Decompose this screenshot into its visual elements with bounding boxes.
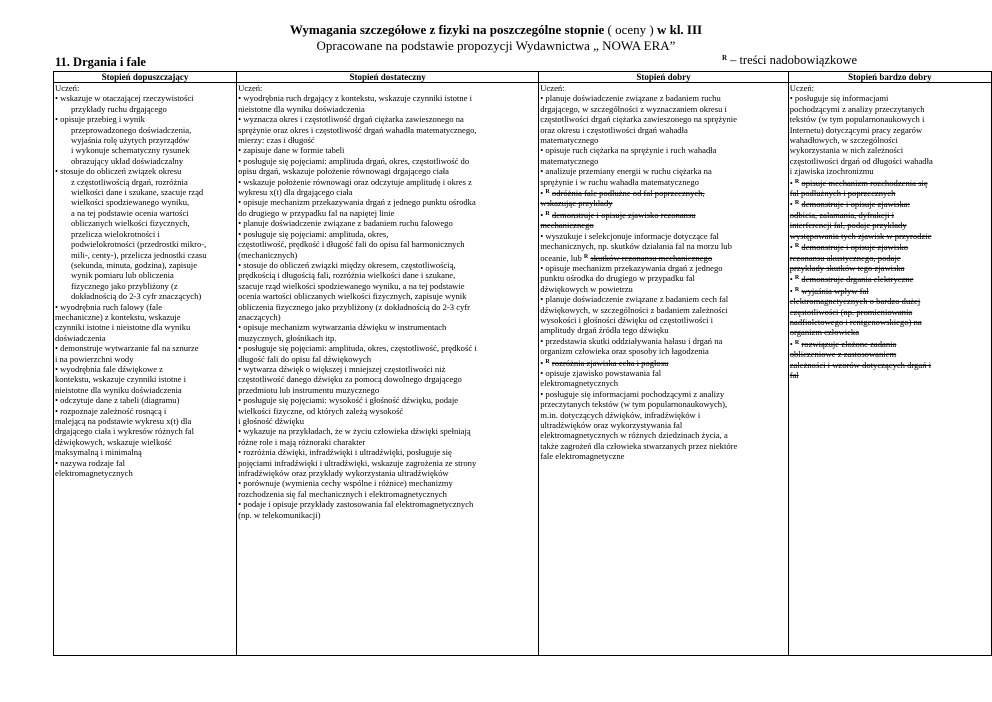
text-line: • posługuje się pojęciami: amplituda drgań, okres, częstotliwość do bbox=[238, 155, 470, 166]
text-line: • odczytuje dane z tabeli (diagramu) bbox=[55, 395, 180, 406]
text-line: częstotliwości (np. promieniowania bbox=[789, 306, 913, 317]
text-line: przykłady skutków tego zjawiska bbox=[789, 262, 905, 273]
text-line: • opisuje mechanizm wytwarzania dźwięku w instrumentach bbox=[238, 322, 447, 333]
text-line: • wykazuje na przykładach, że w życiu człowieka dźwięki spełniają bbox=[238, 426, 471, 437]
text-line: nadfioletowego i rentgenowskiego) na bbox=[789, 316, 922, 327]
text-line: • nazywa rodzaje fal bbox=[55, 457, 126, 468]
text-line: Uczeń: bbox=[789, 83, 815, 93]
text-line: rozchodzenia się fal mechanicznych i elektromagnetycznych bbox=[238, 488, 447, 499]
text-line: szacuje rząd wielkości spodziewanego wyniku, a na tej podstawie bbox=[238, 280, 465, 291]
text-line: i zjawiska izochronizmu bbox=[789, 166, 874, 177]
text-line: wskazując przykłady bbox=[540, 198, 613, 209]
text-line: • posługuje się pojęciami: amplituda, okres, bbox=[238, 228, 389, 239]
text-line: • opisuje zjawisko powstawania fal bbox=[540, 367, 662, 378]
text-line: interferencji fal, podaje przykłady bbox=[789, 220, 907, 231]
text-line: • porównuje (wymienia cechy wspólne i różnice) mechanizmy bbox=[238, 478, 453, 489]
text-line: • podaje i opisuje przykłady zastosowania fal elektromagnetycznych bbox=[238, 499, 474, 510]
text-line: dźwiękowych, wskazuje wielkość bbox=[55, 436, 172, 447]
text-line: czynniki istotne i nieistotne dla wyniku bbox=[55, 322, 191, 333]
text-line: • $^R$ wyjaśnia wpływ fal bbox=[789, 285, 869, 296]
text-line: dokładnością do 2-3 cyfr znaczących) bbox=[71, 291, 202, 302]
text-line: (mechanicznych) bbox=[238, 249, 298, 260]
text-line: • $^R$ rozróżnia zjawiska echa i pogłosu bbox=[540, 357, 669, 368]
column-cell bbox=[237, 83, 539, 656]
document-header bbox=[0, 22, 992, 53]
text-line: • posługuje się informacjami bbox=[789, 93, 889, 104]
text-line: infradźwięków oraz przykłady wykorzystania ultradźwięków bbox=[238, 468, 449, 479]
optional-mark: R bbox=[794, 178, 800, 185]
text-line: obliczanych wielkości fizycznych, bbox=[71, 218, 190, 229]
text-line: • opisuje ruch ciężarka na sprężynie i ruch wahadła bbox=[540, 145, 717, 156]
text-line: częstotliwość danego dźwięku za pomocą dowolnego drgającego bbox=[238, 374, 462, 385]
text-line: mechaniczne) z kontekstu, wskazuje bbox=[55, 311, 181, 322]
text-line: fal bbox=[789, 369, 799, 380]
text-line: także zagrożeń dla człowieka stwarzanych przez niektóre bbox=[540, 440, 738, 451]
column-cell bbox=[539, 83, 788, 656]
text-line: elektromagnetycznych w różnych dziedzinach życia, a bbox=[540, 430, 728, 441]
text-line: • zapisuje dane w formie tabeli bbox=[238, 145, 345, 156]
column-header: Stopień bardzo dobry bbox=[788, 72, 991, 83]
legend-note bbox=[722, 53, 857, 68]
text-line: podwielokrotności (przedrostki mikro-, bbox=[71, 239, 207, 250]
text-line: częstotliwości drgań od długości wahadła bbox=[789, 155, 933, 166]
text-line: wyjaśnia rolę użytych przyrządów bbox=[71, 135, 190, 146]
text-line: przeprowadzonego doświadczenia, bbox=[71, 124, 192, 135]
text-line: • $^R$ rozwiązuje złożone zadania bbox=[789, 338, 897, 349]
text-line: długość fali do opisu fal dźwiękowych bbox=[238, 353, 372, 364]
requirements-table bbox=[53, 71, 992, 656]
text-line: • planuje doświadczenie związane z badaniem ruchu bbox=[540, 93, 721, 104]
text-line: z częstotliwością drgań, rozróżnia bbox=[71, 176, 188, 187]
text-line: Uczeń: bbox=[238, 83, 263, 93]
document-subtitle: Opracowane na podstawie propozycji Wydawnictwa „ NOWA ERA” bbox=[316, 38, 676, 53]
optional-mark: R bbox=[794, 243, 800, 250]
optional-mark: R bbox=[794, 200, 800, 207]
text-line: zależności i wzorów dotyczących drgań i bbox=[789, 359, 932, 370]
text-line: • $^R$ opisuje mechanizm rozchodzenia się bbox=[789, 177, 928, 188]
text-line: przedmiotu lub instrumentu muzycznego bbox=[238, 384, 380, 395]
text-line: punktu ośrodka do drugiego w przypadku fal bbox=[540, 273, 695, 284]
text-line: matematycznego bbox=[540, 155, 599, 166]
text-line: matematycznego bbox=[540, 135, 599, 146]
text-line: • posługuje się pojęciami: wysokość i głośność dźwięku, podaje bbox=[238, 395, 459, 406]
column-header: Stopień dopuszczający bbox=[54, 72, 237, 83]
optional-mark: R bbox=[545, 210, 550, 217]
text-line: oceanie, lub $^R$ skutków rezonansu mechanicznego bbox=[540, 252, 713, 263]
text-line: częstotliwości drgań ciężarka zawieszonego na sprężynie bbox=[540, 114, 737, 125]
text-line: (np. w telekomunikacji) bbox=[238, 509, 321, 520]
text-line: • opisuje przebieg i wynik bbox=[55, 114, 145, 125]
text-line: • stosuje do obliczeń związki między okresem, częstotliwością, bbox=[238, 259, 456, 270]
text-line: drgającego ciała i wykresów różnych fal bbox=[55, 426, 194, 437]
text-line: • przedstawia skutki oddziaływania hałasu i drgań na bbox=[540, 335, 723, 346]
text-line: wahadłowych, w szczególności bbox=[789, 135, 898, 146]
text-line: • wyszukuje i selekcjonuje informacje dotyczące fal bbox=[540, 230, 719, 241]
column-header: Stopień dobry bbox=[539, 72, 788, 83]
text-line: • wskazuje położenie równowagi oraz odczytuje amplitudę i okres z bbox=[238, 176, 472, 187]
text-line: wysokości i głośności dźwięku od częstotliwości i bbox=[540, 314, 714, 325]
text-line: dźwiękowych w powietrzu bbox=[540, 283, 633, 294]
text-line: znaczących) bbox=[238, 311, 281, 322]
text-line: sprężynie oraz okres i częstotliwość drgań wahadła matematycznego, bbox=[238, 124, 477, 135]
text-line: • wyodrębnia ruch falowy (fale bbox=[55, 301, 163, 312]
text-line: i na powierzchni wody bbox=[55, 353, 134, 364]
text-line: a na tej podstawie ocenia wartości bbox=[71, 207, 189, 218]
text-line: i wykonuje schematyczny rysunek bbox=[71, 145, 190, 156]
text-line: do drugiego w przypadku fal na napiętej linie bbox=[238, 207, 395, 218]
text-line: (sekunda, minuta, godzina), zapisuje bbox=[71, 259, 198, 270]
text-line: pochodzącymi z analizy przeczytanych bbox=[789, 103, 925, 114]
text-line: elektromagnetycznych o bardzo dużej bbox=[789, 296, 921, 307]
title-bold-end: w kl. III bbox=[656, 22, 703, 37]
text-line: • $^R$ odróżnia fale podłużne od fal poprzecznych, bbox=[540, 188, 705, 199]
text-line: różne role i mają różnoraki charakter bbox=[238, 436, 366, 447]
text-line: amplitudy drgań źródła tego dźwięku bbox=[540, 325, 669, 336]
text-line: mechanicznych, np. skutków działania fal na morzu lub bbox=[540, 241, 732, 252]
text-line: i głośność dźwięku bbox=[238, 416, 304, 426]
text-line: nieistotne dla wyniku doświadczenia bbox=[55, 384, 182, 395]
text-line: organizm człowieka oraz sposoby ich łagodzenia bbox=[540, 346, 709, 357]
text-line: elektromagnetycznych bbox=[55, 468, 133, 479]
text-line: ultradźwięków oraz wykorzystywania fal bbox=[540, 420, 683, 430]
text-line: fizycznego jako przybliżony (z bbox=[71, 280, 178, 291]
text-line: odbicia, załamania, dyfrakcji i bbox=[789, 209, 895, 220]
text-line: • $^R$ demonstruje i opisuje zjawisko rezonansu bbox=[540, 209, 696, 220]
document-title bbox=[0, 22, 992, 38]
text-line: • planuje doświadczenie związane z badaniem ruchu falowego bbox=[238, 218, 453, 229]
text-line: • planuje doświadczenie związane z badaniem cech fal bbox=[540, 294, 729, 305]
text-line: • opisuje mechanizm przekazywania drgań z jednego punktu ośrodka bbox=[238, 197, 476, 208]
text-line: opisu drgań, wskazuje położenie równowagi drgającego ciała bbox=[238, 166, 449, 177]
legend-mark: R bbox=[722, 54, 728, 62]
content-row bbox=[54, 83, 992, 656]
text-line: wykorzystania w nich zależności bbox=[789, 145, 904, 156]
title-bold: Wymagania szczegółowe z fizyki na poszczególne stopnie bbox=[289, 22, 605, 37]
text-line: Uczeń: bbox=[540, 83, 565, 93]
text-line: • analizuje przemiany energii w ruchu ciężarka na bbox=[540, 166, 712, 177]
text-line: • posługuje się informacjami pochodzącymi z analizy bbox=[540, 388, 725, 399]
text-line: muzycznych, głośnikach itp. bbox=[238, 332, 337, 343]
optional-mark: R bbox=[794, 339, 800, 346]
text-line: przelicza wielokrotności i bbox=[71, 228, 160, 239]
text-line: wielkości dane i szukane, szacuje rząd bbox=[71, 187, 204, 198]
text-line: Uczeń: bbox=[55, 83, 80, 93]
text-line: przeczytanych tekstów (w tym popularnonaukowych), bbox=[540, 399, 728, 410]
legend-text: – treści nadobowiązkowe bbox=[730, 53, 858, 67]
text-line: wielkości fizyczne, od których zależą wysokość bbox=[238, 405, 404, 416]
text-line: fale elektromagnetyczne bbox=[540, 451, 625, 462]
text-line: tekstów (w tym popularnonaukowych i bbox=[789, 114, 925, 125]
text-line: • wskazuje w otaczającej rzeczywistości bbox=[55, 93, 194, 104]
column-cell bbox=[54, 83, 237, 656]
text-line: przykłady ruchu drgającego bbox=[71, 103, 167, 114]
optional-mark: R bbox=[794, 286, 800, 293]
optional-mark: R bbox=[545, 189, 550, 196]
text-line: • $^R$ demonstruje drgania elektryczne bbox=[789, 274, 914, 285]
text-line: częstotliwość, prędkość i długość fali do opisu fal harmonicznych bbox=[238, 239, 465, 250]
text-line: mili-, centy-), przelicza jednostki czasu bbox=[71, 249, 207, 260]
text-line: • wytwarza dźwięk o większej i mniejszej częstotliwości niż bbox=[238, 363, 446, 374]
text-line: • wyodrębnia fale dźwiękowe z bbox=[55, 363, 163, 374]
text-line: występowania tych zjawisk w przyrodzie bbox=[789, 230, 932, 241]
text-line: mechanicznego bbox=[540, 220, 594, 231]
text-line: prędkością i długością fali, rozróżnia wielkości dane i szukane, bbox=[238, 270, 456, 281]
text-line: oraz okresu i częstotliwości drgań wahadła bbox=[540, 124, 688, 135]
text-line: elektromagnetycznych bbox=[540, 378, 619, 389]
column-cell bbox=[788, 83, 991, 656]
text-line: maksymalną i minimalną bbox=[55, 447, 142, 458]
title-paren: ( oceny ) bbox=[607, 22, 654, 37]
text-line: wynik pomiaru lub obliczenia bbox=[71, 270, 174, 281]
text-line: • rozpoznaje zależność rosnącą i bbox=[55, 405, 167, 416]
text-line: nieistotne dla wyniku doświadczenia bbox=[238, 103, 365, 114]
text-line: • posługuje się pojęciami: amplituda, okres, częstotliwość, prędkość i bbox=[238, 343, 477, 354]
text-line: wielkości spodziewanego wyniku, bbox=[71, 197, 190, 208]
text-line: • rozróżnia dźwięki, infradźwięki i ultradźwięki, posługuje się bbox=[238, 447, 452, 458]
text-line: mierzy: czas i długość bbox=[238, 135, 315, 146]
text-line: • $^R$ demonstruje i opisuje zjawisko bbox=[789, 242, 909, 253]
header-row bbox=[54, 72, 992, 83]
text-line: pojęciami infradźwięki i ultradźwięki, wskazuje zagrożenia ze strony bbox=[238, 457, 477, 468]
text-line: m.in. dotyczących dźwięków, infradźwięków i bbox=[540, 409, 701, 420]
text-line: • opisuje mechanizm przekazywania drgań z jednego bbox=[540, 262, 723, 273]
text-line: ocenia wartości obliczanych wielkości fizycznych, zapisuje wynik bbox=[238, 291, 467, 302]
text-line: • wyodrębnia ruch drgający z kontekstu, wskazuje czynniki istotne i bbox=[238, 93, 472, 104]
section-heading: 11. Drgania i fale bbox=[55, 55, 146, 69]
text-line: drgającego, w szczególności z wyznaczaniem okresu i bbox=[540, 103, 727, 114]
text-line: Internetu) dotyczącymi pracy zegarów bbox=[789, 124, 923, 135]
text-line: doświadczenia bbox=[55, 332, 106, 343]
text-line: dźwiękowych, w szczególności z badaniem zależności bbox=[540, 304, 728, 315]
text-line: • wyznacza okres i częstotliwość drgań ciężarka zawieszonego na bbox=[238, 114, 464, 125]
text-line: sprężynie i w ruchu wahadła matematycznego bbox=[540, 176, 699, 187]
text-line: organizm człowieka bbox=[789, 327, 860, 338]
text-line: obliczenia fizycznego jako przybliżony (z dokładnością do 2-3 cyfr bbox=[238, 301, 471, 312]
text-line: fal podłużnych i poprzecznych bbox=[789, 188, 896, 199]
text-line: obliczeniowe z zastosowaniem bbox=[789, 349, 897, 360]
text-line: obrazujący układ doświadczalny bbox=[71, 155, 184, 166]
text-line: malejącą na podstawie wykresu x(t) dla bbox=[55, 416, 192, 426]
text-line: • $^R$ demonstruje i opisuje zjawiska: bbox=[789, 199, 910, 210]
optional-mark: R bbox=[545, 358, 550, 365]
text-line: • demonstruje wytwarzanie fal na sznurze bbox=[55, 343, 199, 354]
text-line: wykresu x(t) dla drgającego ciała bbox=[238, 187, 353, 198]
text-line: kontekstu, wskazuje czynniki istotne i bbox=[55, 374, 187, 385]
optional-mark: R bbox=[794, 275, 800, 282]
column-header: Stopień dostateczny bbox=[237, 72, 539, 83]
text-line: rezonansu akustycznego, podaje bbox=[789, 252, 901, 263]
text-line: • stosuje do obliczeń związek okresu bbox=[55, 166, 182, 177]
